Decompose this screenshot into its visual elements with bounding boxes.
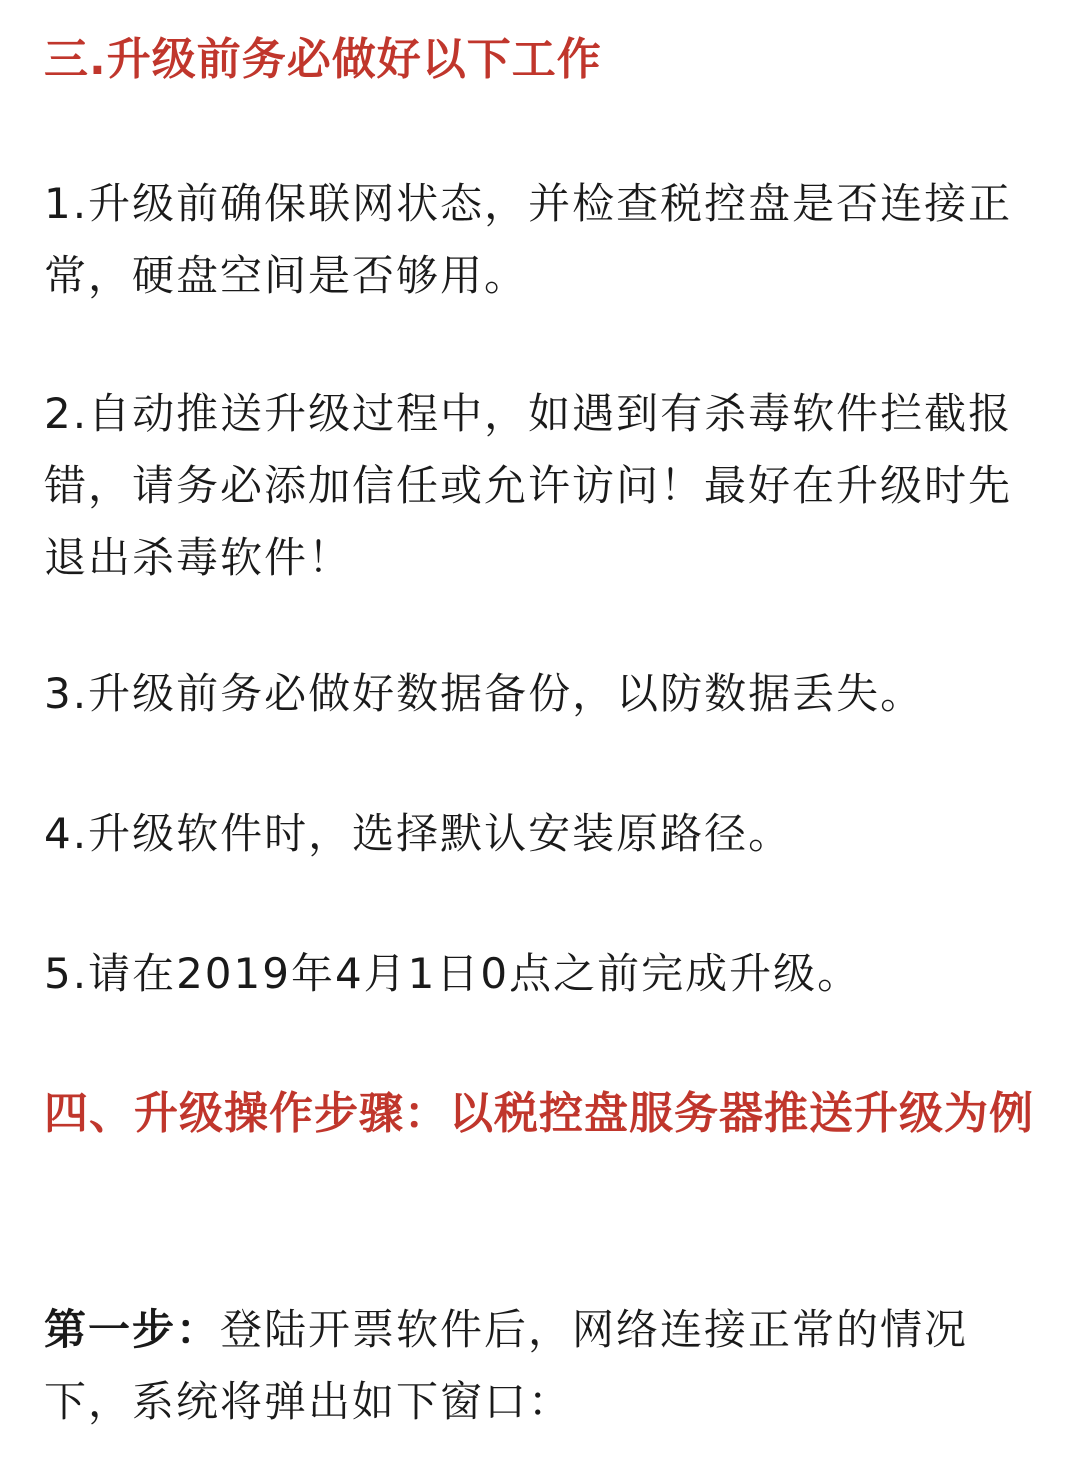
list-item: 5.请在2019年4月1日0点之前完成升级。 (44, 949, 862, 998)
section3-heading: 三.升级前务必做好以下工作 (44, 34, 602, 85)
list-item: 2.自动推送升级过程中，如遇到有杀毒软件拦截报错，请务必添加信任或允许访问！最好在升级时先退出杀毒软件！ (44, 389, 1013, 582)
list-item: 1.升级前确保联网状态，并检查税控盘是否连接正常，硬盘空间是否够用。 (44, 179, 1013, 300)
list-item: 3.升级前务必做好数据备份，以防数据丢失。 (44, 669, 925, 718)
step1-paragraph (44, 1294, 1044, 1438)
list-item: 4.升级软件时，选择默认安装原路径。 (44, 809, 793, 858)
section4-heading: 四、升级操作步骤：以税控盘服务器推送升级为例 (44, 1088, 1034, 1139)
step1-label: 第一步： (44, 1305, 221, 1354)
step1-text: 登陆开票软件后，网络连接正常的情况下，系统将弹出如下窗口： (44, 1305, 969, 1426)
